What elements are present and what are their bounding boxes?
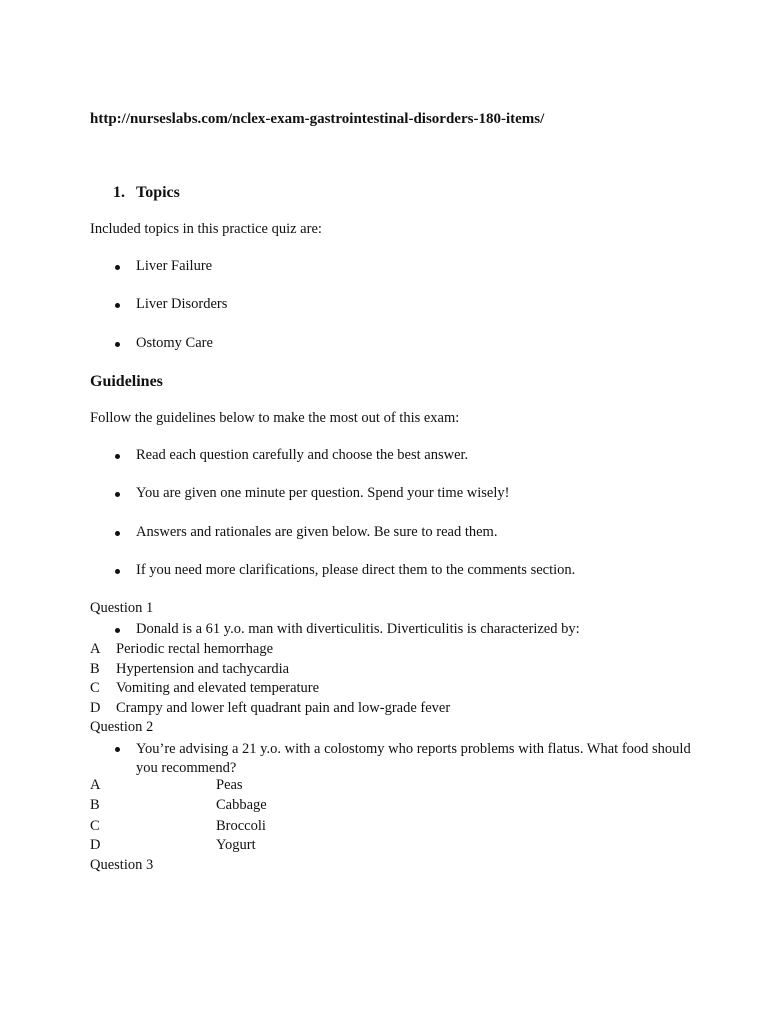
bullet-icon bbox=[115, 265, 120, 270]
question-label: Question 1 bbox=[90, 600, 154, 616]
option-letter: A bbox=[90, 777, 101, 793]
topics-heading: Topics bbox=[136, 184, 180, 201]
question-text: You’re advising a 21 y.o. with a colostomy who reports problems with flatus. What food should you recommend? bbox=[136, 741, 691, 776]
option-text: Broccoli bbox=[216, 818, 266, 834]
question-label: Question 3 bbox=[90, 857, 154, 873]
bullet-icon bbox=[115, 342, 120, 347]
option-letter: D bbox=[90, 700, 101, 716]
option-letter: D bbox=[90, 837, 101, 853]
topic-item: Liver Disorders bbox=[136, 296, 228, 312]
option-text: Peas bbox=[216, 777, 243, 793]
guideline-item: Answers and rationales are given below. Be sure to read them. bbox=[136, 524, 498, 540]
bullet-icon bbox=[115, 303, 120, 308]
option-text: Hypertension and tachycardia bbox=[116, 661, 290, 677]
guideline-item: You are given one minute per question. Spend your time wisely! bbox=[136, 485, 510, 501]
source-url: http://nurseslabs.com/nclex-exam-gastrointestinal-disorders-180-items/ bbox=[90, 111, 545, 127]
guidelines-heading: Guidelines bbox=[90, 373, 163, 390]
option-letter: B bbox=[90, 797, 100, 813]
option-letter: C bbox=[90, 680, 100, 696]
option-text: Vomiting and elevated temperature bbox=[116, 680, 320, 696]
topic-item: Ostomy Care bbox=[136, 335, 213, 351]
bullet-icon bbox=[115, 492, 120, 497]
option-letter: A bbox=[90, 641, 101, 657]
guideline-item: Read each question carefully and choose the best answer. bbox=[136, 447, 469, 463]
bullet-icon bbox=[115, 454, 120, 459]
option-text: Periodic rectal hemorrhage bbox=[116, 641, 274, 657]
option-letter: B bbox=[90, 661, 100, 677]
option-text: Crampy and lower left quadrant pain and low-grade fever bbox=[116, 700, 451, 716]
topics-number: 1. bbox=[113, 184, 125, 201]
bullet-icon bbox=[115, 569, 120, 574]
option-letter: C bbox=[90, 818, 100, 834]
bullet-icon bbox=[115, 531, 120, 536]
guideline-item: If you need more clarifications, please direct them to the comments section. bbox=[136, 562, 576, 578]
option-text: Cabbage bbox=[216, 797, 267, 813]
bullet-icon bbox=[115, 747, 120, 752]
topics-intro: Included topics in this practice quiz are: bbox=[90, 221, 322, 237]
topic-item: Liver Failure bbox=[136, 258, 213, 274]
question-text: Donald is a 61 y.o. man with diverticulitis. Diverticulitis is characterized by: bbox=[136, 621, 580, 637]
question-label: Question 2 bbox=[90, 719, 154, 735]
guidelines-intro: Follow the guidelines below to make the most out of this exam: bbox=[90, 410, 460, 426]
bullet-icon bbox=[115, 628, 120, 633]
option-text: Yogurt bbox=[216, 837, 256, 853]
